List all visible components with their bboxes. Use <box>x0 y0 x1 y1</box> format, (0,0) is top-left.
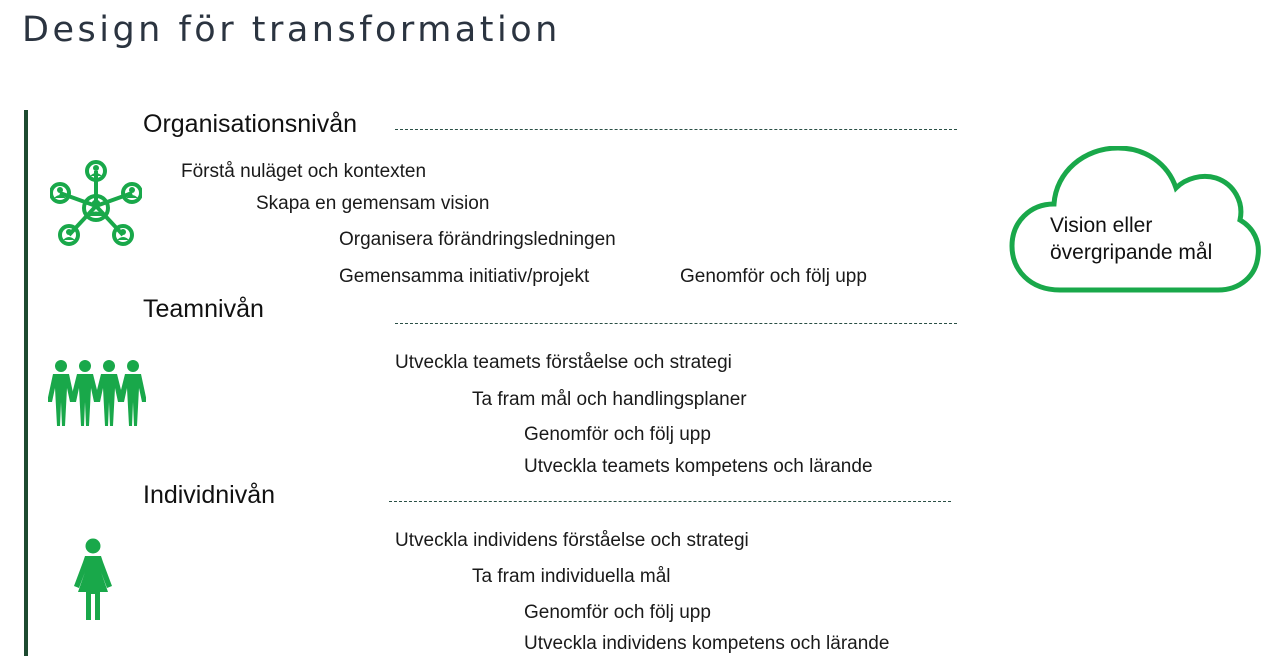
network-people-icon <box>50 160 142 246</box>
team-step-3: Genomför och följ upp <box>524 424 711 445</box>
timeline-line <box>24 110 28 656</box>
team-step-2: Ta fram mål och handlingsplaner <box>472 389 747 410</box>
level-title-organisation: Organisationsnivån <box>143 110 358 138</box>
org-step-4: Gemensamma initiativ/projekt <box>339 266 590 287</box>
level-divider-organisation <box>395 129 957 130</box>
level-title-individual: Individnivån <box>143 481 276 509</box>
org-step-2: Skapa en gemensam vision <box>256 193 490 214</box>
team-people-icon <box>48 358 146 426</box>
team-step-4: Utveckla teamets kompetens och lärande <box>524 456 873 477</box>
individual-step-1: Utveckla individens förståelse och strategi <box>395 530 749 551</box>
cloud-text: Vision eller övergripande mål <box>1050 214 1213 264</box>
org-step-1: Förstå nuläget och kontexten <box>181 161 427 182</box>
vision-cloud <box>1008 146 1262 296</box>
level-divider-team <box>395 323 957 324</box>
level-divider-individual <box>389 501 951 502</box>
individual-step-2: Ta fram individuella mål <box>472 566 671 587</box>
individual-step-3: Genomför och följ upp <box>524 602 711 623</box>
individual-step-4: Utveckla individens kompetens och lärande <box>524 633 890 654</box>
person-icon <box>72 538 114 620</box>
page-title: Design för transformation <box>22 10 561 50</box>
level-title-team: Teamnivån <box>143 295 264 323</box>
team-step-1: Utveckla teamets förståelse och strategi <box>395 352 732 373</box>
org-step-3: Organisera förändringsledningen <box>339 229 616 250</box>
org-step-5: Genomför och följ upp <box>680 266 867 287</box>
